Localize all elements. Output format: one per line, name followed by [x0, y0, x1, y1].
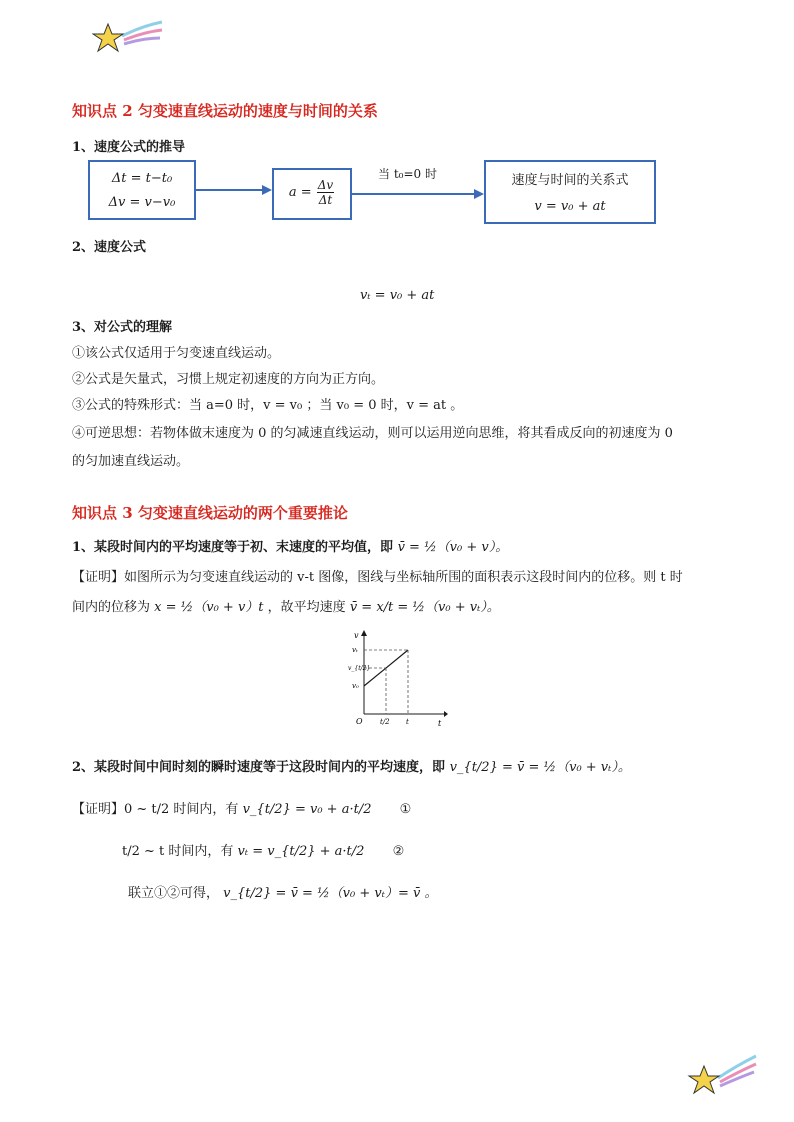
proof-2-line3: [128, 882, 437, 901]
vt-graph: [348, 628, 448, 728]
y-tick-v0: v₀: [352, 682, 359, 690]
corollary-1: [72, 536, 508, 555]
velocity-relation-box: [484, 160, 656, 224]
y-axis-label: v: [354, 631, 359, 640]
arrow-1-icon: [196, 182, 272, 198]
understanding-point-1: ①该公式仅适用于匀变速直线运动。: [72, 346, 281, 361]
derivation-subtitle: 1、速度公式的推导: [72, 140, 186, 155]
understanding-point-3: ③公式的特殊形式：当 a=0 时，v = v₀ ；当 v₀ = 0 时，v = at 。: [72, 398, 464, 413]
arrow-2-icon: [352, 186, 484, 202]
proof-1-line2: [72, 596, 500, 615]
proof-2-line2-a: t/2 ~ t 时间内，有: [122, 844, 234, 859]
y-tick-vhalf: v_{t/2}: [348, 665, 371, 672]
y-tick-vt: vₜ: [352, 646, 358, 654]
origin-label: O: [356, 717, 363, 726]
proof-1-average-formula: v̄ = x/t = ½（v₀ + vₜ）。: [349, 600, 500, 615]
arrow-condition-label: 当 t₀=0 时: [378, 167, 437, 181]
acceleration-box: [272, 168, 352, 220]
delta-t-formula: Δt = t−t₀: [111, 171, 173, 186]
corollary-1-text: 1、某段时间内的平均速度等于初、末速度的平均值，即: [72, 540, 394, 555]
velocity-formula-subtitle: 2、速度公式: [72, 240, 147, 255]
understanding-subtitle: 3、对公式的理解: [72, 320, 173, 335]
acceleration-denominator: Δt: [318, 193, 333, 207]
section2-title: 知识点 2 匀变速直线运动的速度与时间的关系: [72, 102, 378, 120]
corollary-2: [72, 756, 631, 775]
proof-2-eq2: vₜ = v_{t/2} + a·t/2: [237, 844, 365, 859]
x-tick-t: t: [406, 718, 409, 726]
proof-2-line3-a: 联立①②可得，: [128, 886, 220, 901]
proof-2-eq1: v_{t/2} = v₀ + a·t/2: [242, 802, 372, 817]
proof-2-mark1: ①: [399, 802, 412, 817]
understanding-point-2: ②公式是矢量式，习惯上规定初速度的方向为正方向。: [72, 372, 385, 387]
x-axis-label: t: [438, 719, 442, 728]
acceleration-prefix: a =: [288, 185, 312, 200]
proof-2-line1-a: 【证明】0 ~ t/2 时间内，有: [72, 802, 239, 817]
corollary-2-formula: v_{t/2} = v̄ = ½（v₀ + vₜ）。: [449, 760, 631, 775]
x-tick-half: t/2: [380, 718, 390, 726]
velocity-relation-label: 速度与时间的关系式: [511, 173, 629, 188]
corollary-1-formula: v̄ = ½（v₀ + v）。: [397, 540, 509, 555]
proof-1-line2-a: 间内的位移为: [72, 600, 151, 615]
proof-2-line2: [122, 840, 404, 859]
understanding-point-4-line2: 的匀加速直线运动。: [72, 454, 190, 469]
proof-2-eq3: v_{t/2} = v̄ = ½（v₀ + vₜ）= v̄ 。: [223, 886, 438, 901]
star-decoration-bottom-icon: [686, 1050, 758, 1100]
proof-2-mark2: ②: [392, 844, 405, 859]
delta-definitions-box: [88, 160, 196, 220]
delta-v-formula: Δv = v−v₀: [108, 195, 176, 210]
proof-1-line2-c: ，故平均速度: [267, 600, 346, 615]
velocity-formula: vₜ = v₀ + at: [360, 288, 435, 303]
acceleration-numerator: Δv: [317, 178, 334, 192]
understanding-point-4-line1: ④可逆思想：若物体做末速度为 0 的匀减速直线运动，则可以运用逆向思维，将其看成反向的初速度为 0: [72, 426, 673, 441]
proof-1-displacement-formula: x = ½（v₀ + v）t: [154, 600, 264, 615]
corollary-2-text: 2、某段时间中间时刻的瞬时速度等于这段时间内的平均速度，即: [72, 760, 446, 775]
star-decoration-icon: [92, 18, 164, 58]
velocity-relation-formula: v = v₀ + at: [534, 199, 606, 214]
proof-2-line1: [72, 798, 411, 817]
proof-1-line1: 【证明】如图所示为匀变速直线运动的 v-t 图像，图线与坐标轴所围的面积表示这段时间内的位移。则 t 时: [72, 570, 683, 585]
section3-title: 知识点 3 匀变速直线运动的两个重要推论: [72, 504, 348, 522]
